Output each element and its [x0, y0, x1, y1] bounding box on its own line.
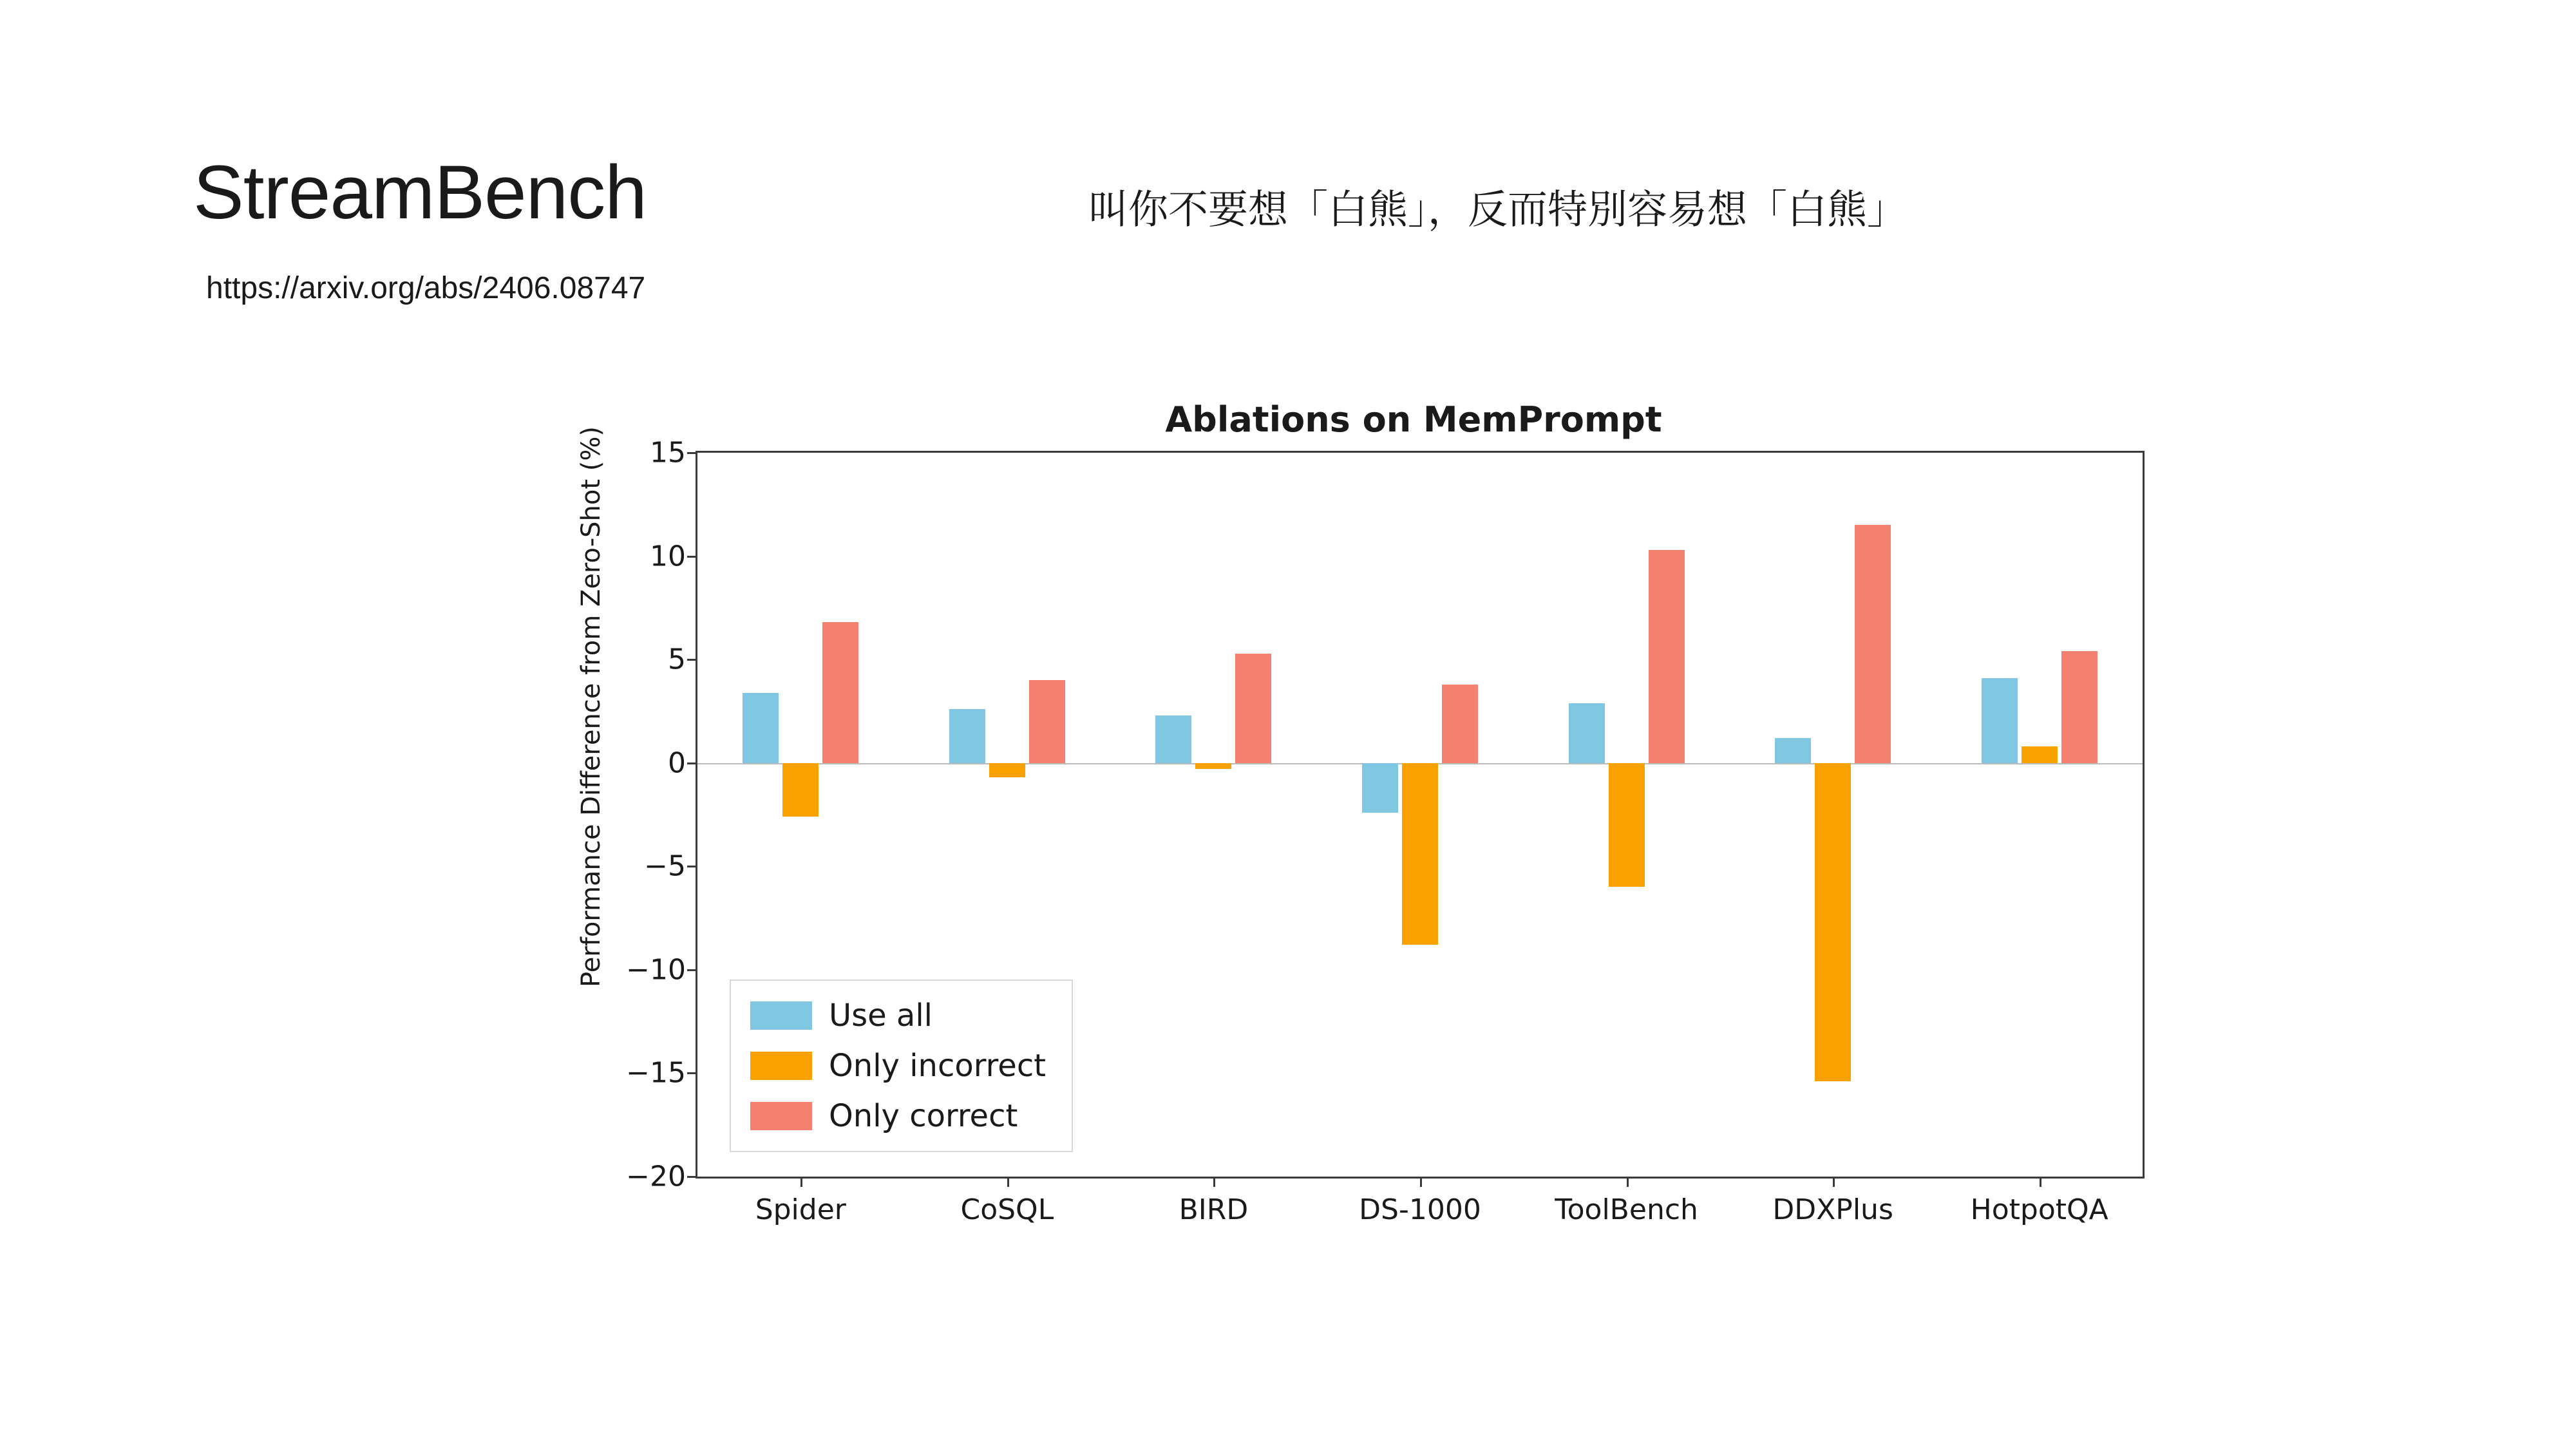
x-tick-label: CoSQL: [960, 1193, 1054, 1226]
y-tick-mark: [687, 1072, 697, 1074]
legend-swatch: [750, 1052, 812, 1080]
legend-label: Use all: [829, 998, 933, 1034]
y-tick-label: 10: [650, 540, 686, 573]
x-tick-mark: [1833, 1177, 1835, 1187]
y-tick-label: 5: [668, 643, 686, 676]
y-tick-label: −15: [626, 1056, 686, 1090]
x-tick-mark: [1007, 1177, 1009, 1187]
x-tick-mark: [2040, 1177, 2041, 1187]
y-tick-mark: [687, 969, 697, 971]
y-tick-label: 15: [650, 436, 686, 469]
x-tick-label: ToolBench: [1555, 1193, 1698, 1226]
legend-swatch: [750, 1102, 812, 1130]
x-tick-mark: [1420, 1177, 1422, 1187]
y-tick-mark: [687, 659, 697, 661]
x-tick-label: DDXPlus: [1772, 1193, 1893, 1226]
plot-area: [626, 436, 2145, 1226]
y-tick-mark: [687, 1176, 697, 1178]
legend-item[interactable]: [750, 998, 1046, 1034]
x-tick-mark: [800, 1177, 802, 1187]
y-tick-label: 0: [668, 746, 686, 780]
y-tick-label: −5: [644, 849, 686, 883]
legend-swatch: [750, 1001, 812, 1030]
page-title: StreamBench: [193, 150, 647, 235]
chart-figure: [509, 399, 2183, 1314]
y-tick-label: −20: [626, 1160, 686, 1193]
legend-item[interactable]: [750, 1098, 1046, 1134]
paper-url[interactable]: https://arxiv.org/abs/2406.08747: [206, 271, 646, 305]
y-tick-label: −10: [626, 953, 686, 987]
x-tick-mark: [1213, 1177, 1215, 1187]
x-tick-label: DS-1000: [1359, 1193, 1481, 1226]
bar[interactable]: [2061, 651, 2098, 762]
y-tick-mark: [687, 556, 697, 558]
chart-legend: [730, 980, 1073, 1152]
slide-subtitle: 叫你不要想「白熊」，反而特別容易想「白熊」: [1088, 185, 1908, 233]
chart-title: Ablations on MemPrompt: [1165, 399, 1662, 440]
x-tick-label: Spider: [755, 1193, 846, 1226]
y-axis-label: Performance Difference from Zero-Shot (%): [576, 426, 606, 987]
bar[interactable]: [1982, 678, 2018, 763]
y-tick-mark: [687, 762, 697, 764]
legend-item[interactable]: [750, 1048, 1046, 1084]
y-tick-mark: [687, 452, 697, 454]
legend-label: Only correct: [829, 1098, 1018, 1134]
x-tick-mark: [1627, 1177, 1629, 1187]
x-tick-label: BIRD: [1179, 1193, 1249, 1226]
legend-label: Only incorrect: [829, 1048, 1046, 1084]
x-tick-label: HotpotQA: [1970, 1193, 2108, 1226]
bar[interactable]: [2022, 746, 2058, 763]
y-tick-mark: [687, 866, 697, 867]
